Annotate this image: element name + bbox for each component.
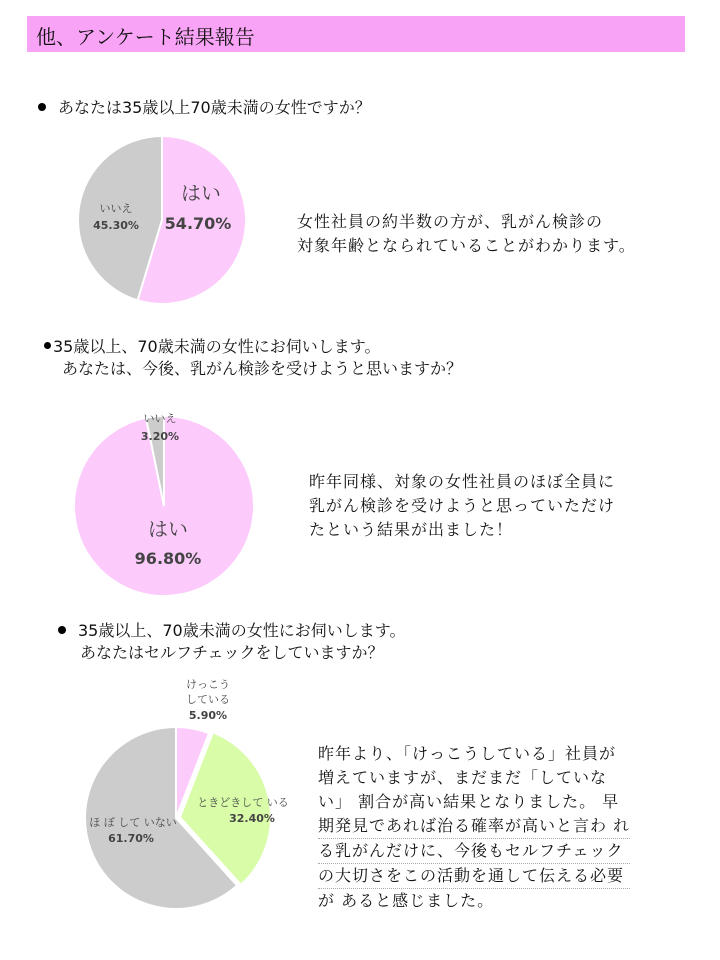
bullet-icon	[58, 626, 66, 634]
comment-1-line-1: 女性社員の約半数の方が、乳がん検診の	[297, 212, 604, 231]
bullet-icon	[44, 342, 51, 349]
question-3	[58, 620, 405, 664]
pie3-pct-often: 5.90%	[188, 709, 228, 722]
pie2-pct-yes: 96.80%	[134, 549, 202, 568]
pie3-label-rarely: ほ ぼ して いない	[89, 816, 177, 829]
comment-3-line-4: 期発見であれば治る確率が高いと言わ れ	[318, 814, 630, 839]
pie1-label-yes: はい	[181, 181, 221, 205]
pie2-pct-no: 3.20%	[140, 430, 180, 443]
question-1-line-1: あなたは35歳以上70歳未満の女性ですか？	[58, 98, 371, 117]
pie2-label-yes: はい	[148, 517, 188, 541]
pie3-pct-sometimes: 32.40%	[229, 812, 275, 825]
comment-1-line-2: 対象年齢となられていることがわかります。	[297, 236, 636, 255]
question-2	[44, 336, 462, 380]
comment-3-line-1: 昨年より、「けっこうしている」社員が	[318, 744, 617, 763]
pie-chart-1	[78, 134, 278, 334]
title-band	[27, 16, 685, 52]
comment-3-line-6: の大切さをこの活動を通して伝える必要	[318, 864, 630, 889]
pie-chart-2	[74, 412, 274, 616]
pie1-pct-no: 45.30%	[93, 219, 139, 232]
comment-3-line-7: が あると感じました。	[318, 891, 495, 910]
pie-chart-3	[82, 678, 289, 924]
comment-2-line-1: 昨年同様、対象の女性社員のほぼ全員に	[309, 472, 616, 491]
pie3-label-often-line-1: けっこう	[186, 678, 230, 691]
question-2-line-1: 35歳以上、70歳未満の女性にお伺いします。	[53, 337, 381, 356]
pie1-label-no: いいえ	[99, 202, 133, 215]
pie3-label-often-line-2: している	[186, 693, 230, 706]
page-title: 他、アンケート結果報告	[36, 25, 255, 49]
comment-3-line-3: い」 割合が高い結果となりました。 早	[318, 792, 620, 811]
question-2-line-2: あなたは、今後、乳がん検診を受けようと思いますか？	[62, 359, 463, 378]
comment-3-line-5: る乳がんだけに、今後もセルフチェック	[318, 839, 630, 864]
comment-3	[318, 742, 630, 913]
comment-1	[297, 210, 636, 258]
comment-2-line-3: たという結果が出ました！	[309, 520, 514, 539]
question-3-line-2: あなたはセルフチェックをしていますか？	[80, 643, 384, 662]
question-3-line-1: 35歳以上、70歳未満の女性にお伺いします。	[78, 621, 406, 640]
pie2-label-no: いいえ	[143, 412, 177, 425]
pie1-pct-yes: 54.70%	[164, 214, 232, 233]
pie3-pct-rarely: 61.70%	[108, 832, 154, 845]
comment-2-line-2: 乳がん検診を受けようと思っていただけ	[309, 496, 616, 515]
pie3-label-sometimes: ときどきして いる	[197, 796, 289, 809]
bullet-icon	[38, 103, 46, 111]
comment-3-line-2: 増えていますが、まだまだ「していな	[318, 768, 608, 787]
comment-2	[309, 470, 615, 542]
question-1	[38, 97, 371, 119]
